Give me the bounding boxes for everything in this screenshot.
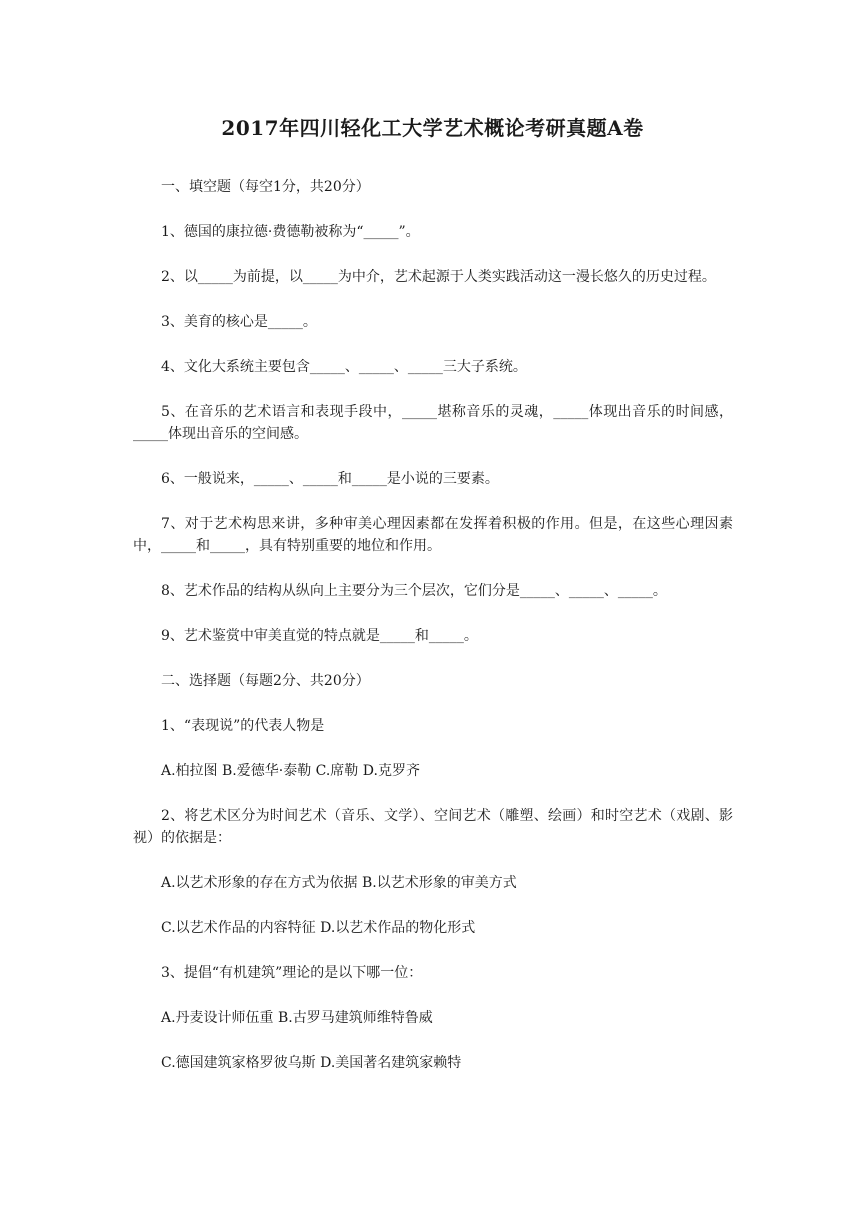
answer-options: A.以艺术形象的存在方式为依据 B.以艺术形象的审美方式 (161, 875, 517, 891)
question-paragraph: 8、艺术作品的结构从纵向上主要分为三个层次，它们分是_____、_____、_____。 (161, 583, 667, 599)
question-paragraph: 6、一般说来，_____、_____和_____是小说的三要素。 (161, 471, 499, 487)
section-heading-fill-blank: 一、填空题（每空1分，共20分） (161, 179, 370, 195)
section-heading-multiple-choice: 二、选择题（每题2分、共20分） (161, 673, 370, 689)
question-paragraph: 2、将艺术区分为时间艺术（音乐、文学）、空间艺术（雕塑、绘画）和时空艺术（戏剧、影视）的依据是： (133, 808, 733, 846)
answer-options: C.以艺术作品的内容特征 D.以艺术作品的物化形式 (161, 920, 476, 936)
question-paragraph: 1、德国的康拉德·费德勒被称为“_____”。 (161, 224, 420, 240)
question-paragraph: 7、对于艺术构思来讲，多种审美心理因素都在发挥着积极的作用。但是，在这些心理因素中，_____和_____，具有特别重要的地位和作用。 (133, 516, 733, 554)
question-paragraph: 4、文化大系统主要包含_____、_____、_____三大子系统。 (161, 359, 527, 375)
question-paragraph: 1、“表现说”的代表人物是 (161, 718, 325, 734)
question-paragraph: 3、提倡“有机建筑”理论的是以下哪一位： (161, 965, 423, 981)
answer-options: A.丹麦设计师伍重 B.古罗马建筑师维特鲁威 (161, 1010, 433, 1026)
answer-options: A.柏拉图 B.爱德华·泰勒 C.席勒 D.克罗齐 (161, 763, 420, 779)
question-paragraph: 5、在音乐的艺术语言和表现手段中，_____堪称音乐的灵魂，_____体现出音乐的时间感，_____体现出音乐的空间感。 (133, 404, 733, 442)
document-title: 2017年四川轻化工大学艺术概论考研真题A卷 (221, 116, 644, 140)
question-paragraph: 3、美育的核心是_____。 (161, 314, 317, 330)
question-paragraph: 9、艺术鉴赏中审美直觉的特点就是_____和_____。 (161, 628, 478, 644)
answer-options: C.德国建筑家格罗彼乌斯 D.美国著名建筑家赖特 (161, 1055, 462, 1071)
document-body (133, 176, 733, 1097)
question-paragraph: 2、以_____为前提，以_____为中介，艺术起源于人类实践活动这一漫长悠久的历史过程。 (161, 269, 716, 285)
